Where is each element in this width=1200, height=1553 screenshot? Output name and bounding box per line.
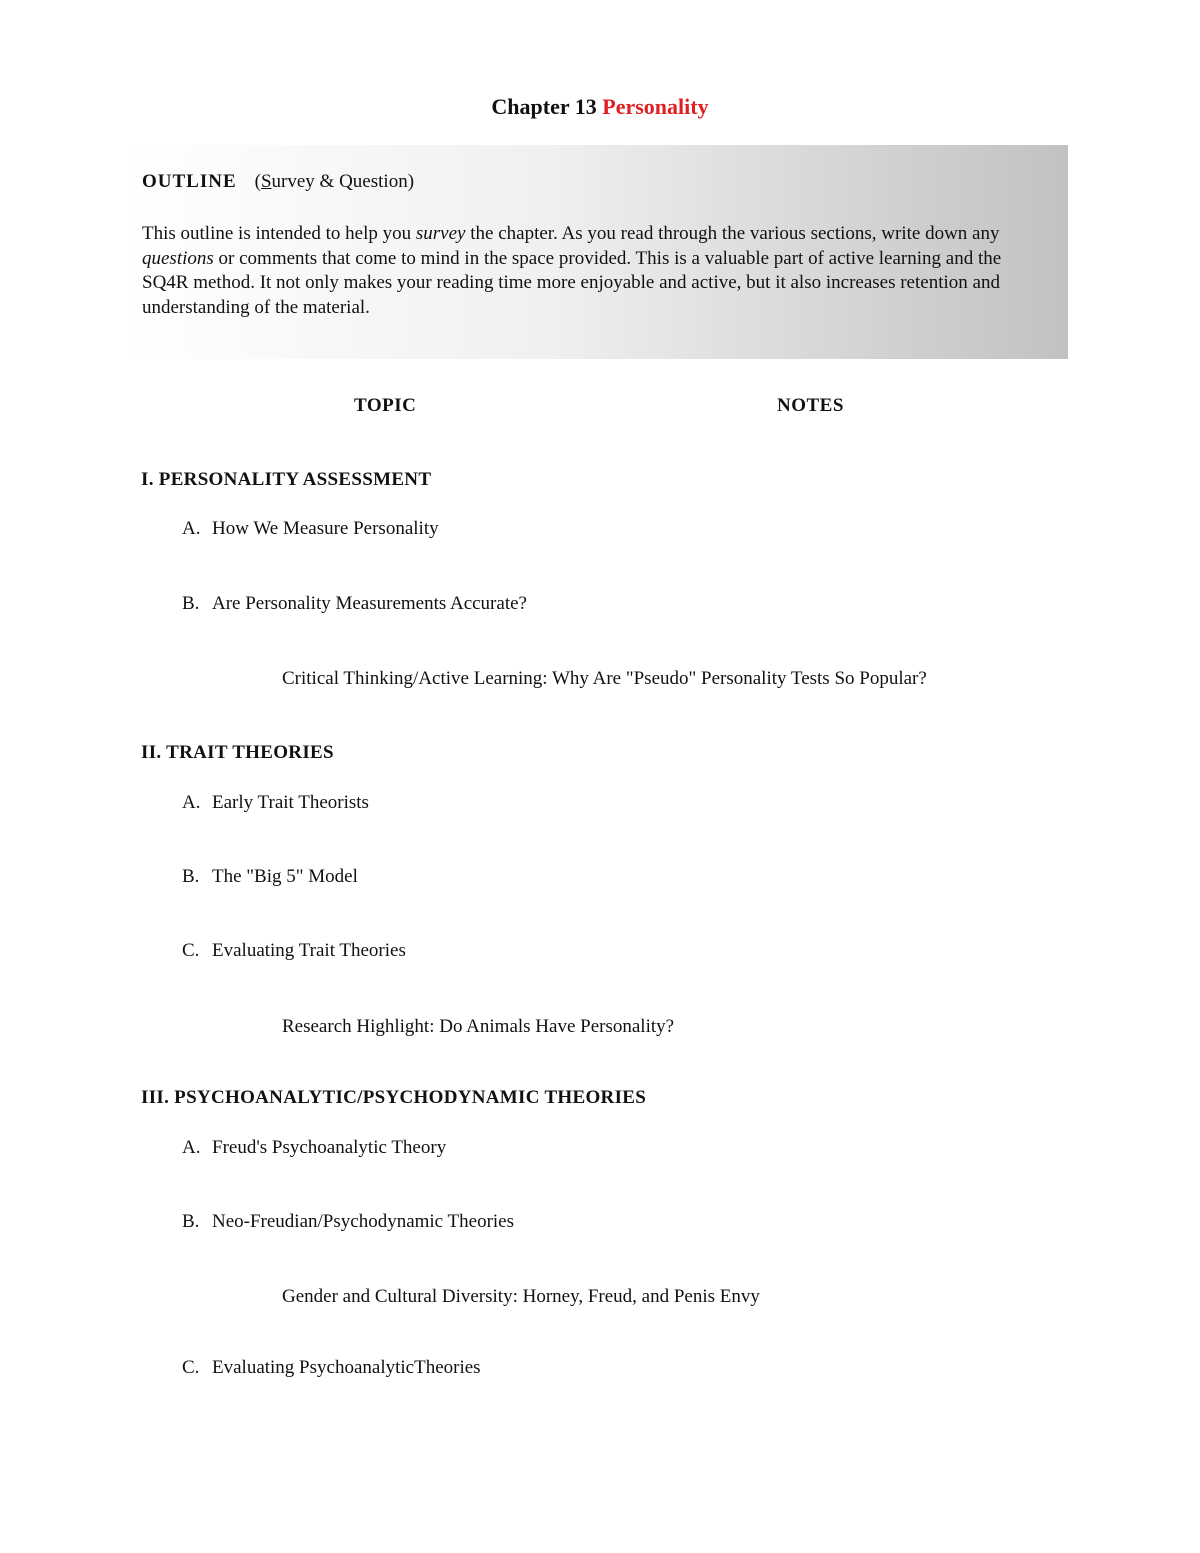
outline-paren: ( xyxy=(254,171,261,192)
item-text: Evaluating Trait Theories xyxy=(212,940,406,961)
outline-sub-rest: urvey & Question) xyxy=(271,171,415,192)
outline-text-3: or comments that come to mind in the space provided. This is a valuable part of active learning and the SQ4R method. It not only makes your reading time more enjoyable and active, but it also increases retention and understanding of the material. xyxy=(142,247,1002,318)
item-letter: C. xyxy=(182,940,200,961)
item-letter: A. xyxy=(182,518,201,539)
item-letter: B. xyxy=(182,593,200,614)
list-item xyxy=(182,792,369,814)
outline-label: OUTLINE xyxy=(142,171,237,192)
item-letter: C. xyxy=(182,1357,200,1378)
section-heading: I. PERSONALITY ASSESSMENT xyxy=(141,469,432,490)
feature-note: Gender and Cultural Diversity: Horney, Freud, and Penis Envy xyxy=(282,1286,760,1307)
outline-text-2: the chapter. As you read through the various sections, write down any xyxy=(465,223,1000,244)
list-item xyxy=(182,866,358,888)
item-text: How We Measure Personality xyxy=(212,518,439,539)
item-text: Evaluating PsychoanalyticTheories xyxy=(212,1357,481,1378)
item-letter: A. xyxy=(182,1137,201,1158)
item-letter: B. xyxy=(182,866,200,887)
outline-sub-underlined: S xyxy=(260,171,272,192)
topic-column-heading: TOPIC xyxy=(354,395,417,416)
outline-emphasis-survey: survey xyxy=(415,223,466,244)
section-heading: II. TRAIT THEORIES xyxy=(141,742,334,763)
page-title xyxy=(0,94,1200,120)
title-accent: Personality xyxy=(602,94,709,119)
outline-emphasis-questions: questions xyxy=(142,247,214,269)
notes-column-heading: NOTES xyxy=(777,395,844,416)
outline-box xyxy=(124,145,1068,359)
section-heading: III. PSYCHOANALYTIC/PSYCHODYNAMIC THEORIES xyxy=(141,1087,647,1108)
item-text: Are Personality Measurements Accurate? xyxy=(212,593,527,614)
item-text: Freud's Psychoanalytic Theory xyxy=(212,1137,447,1158)
outline-text-1: This outline is intended to help you xyxy=(142,223,416,244)
outline-paragraph xyxy=(142,222,1022,320)
feature-note: Research Highlight: Do Animals Have Personality? xyxy=(282,1016,675,1037)
item-text: The "Big 5" Model xyxy=(212,866,358,887)
item-text: Neo-Freudian/Psychodynamic Theories xyxy=(212,1211,514,1232)
title-prefix: Chapter 13 xyxy=(491,94,597,119)
list-item xyxy=(182,940,406,962)
list-item xyxy=(182,1137,446,1159)
list-item xyxy=(182,1357,481,1379)
list-item xyxy=(182,1211,514,1233)
list-item xyxy=(182,593,527,615)
outline-heading xyxy=(142,171,414,193)
item-text: Early Trait Theorists xyxy=(212,792,369,813)
list-item xyxy=(182,518,439,540)
item-letter: B. xyxy=(182,1211,200,1232)
feature-note: Critical Thinking/Active Learning: Why Are "Pseudo" Personality Tests So Popular? xyxy=(282,668,927,689)
item-letter: A. xyxy=(182,792,201,813)
